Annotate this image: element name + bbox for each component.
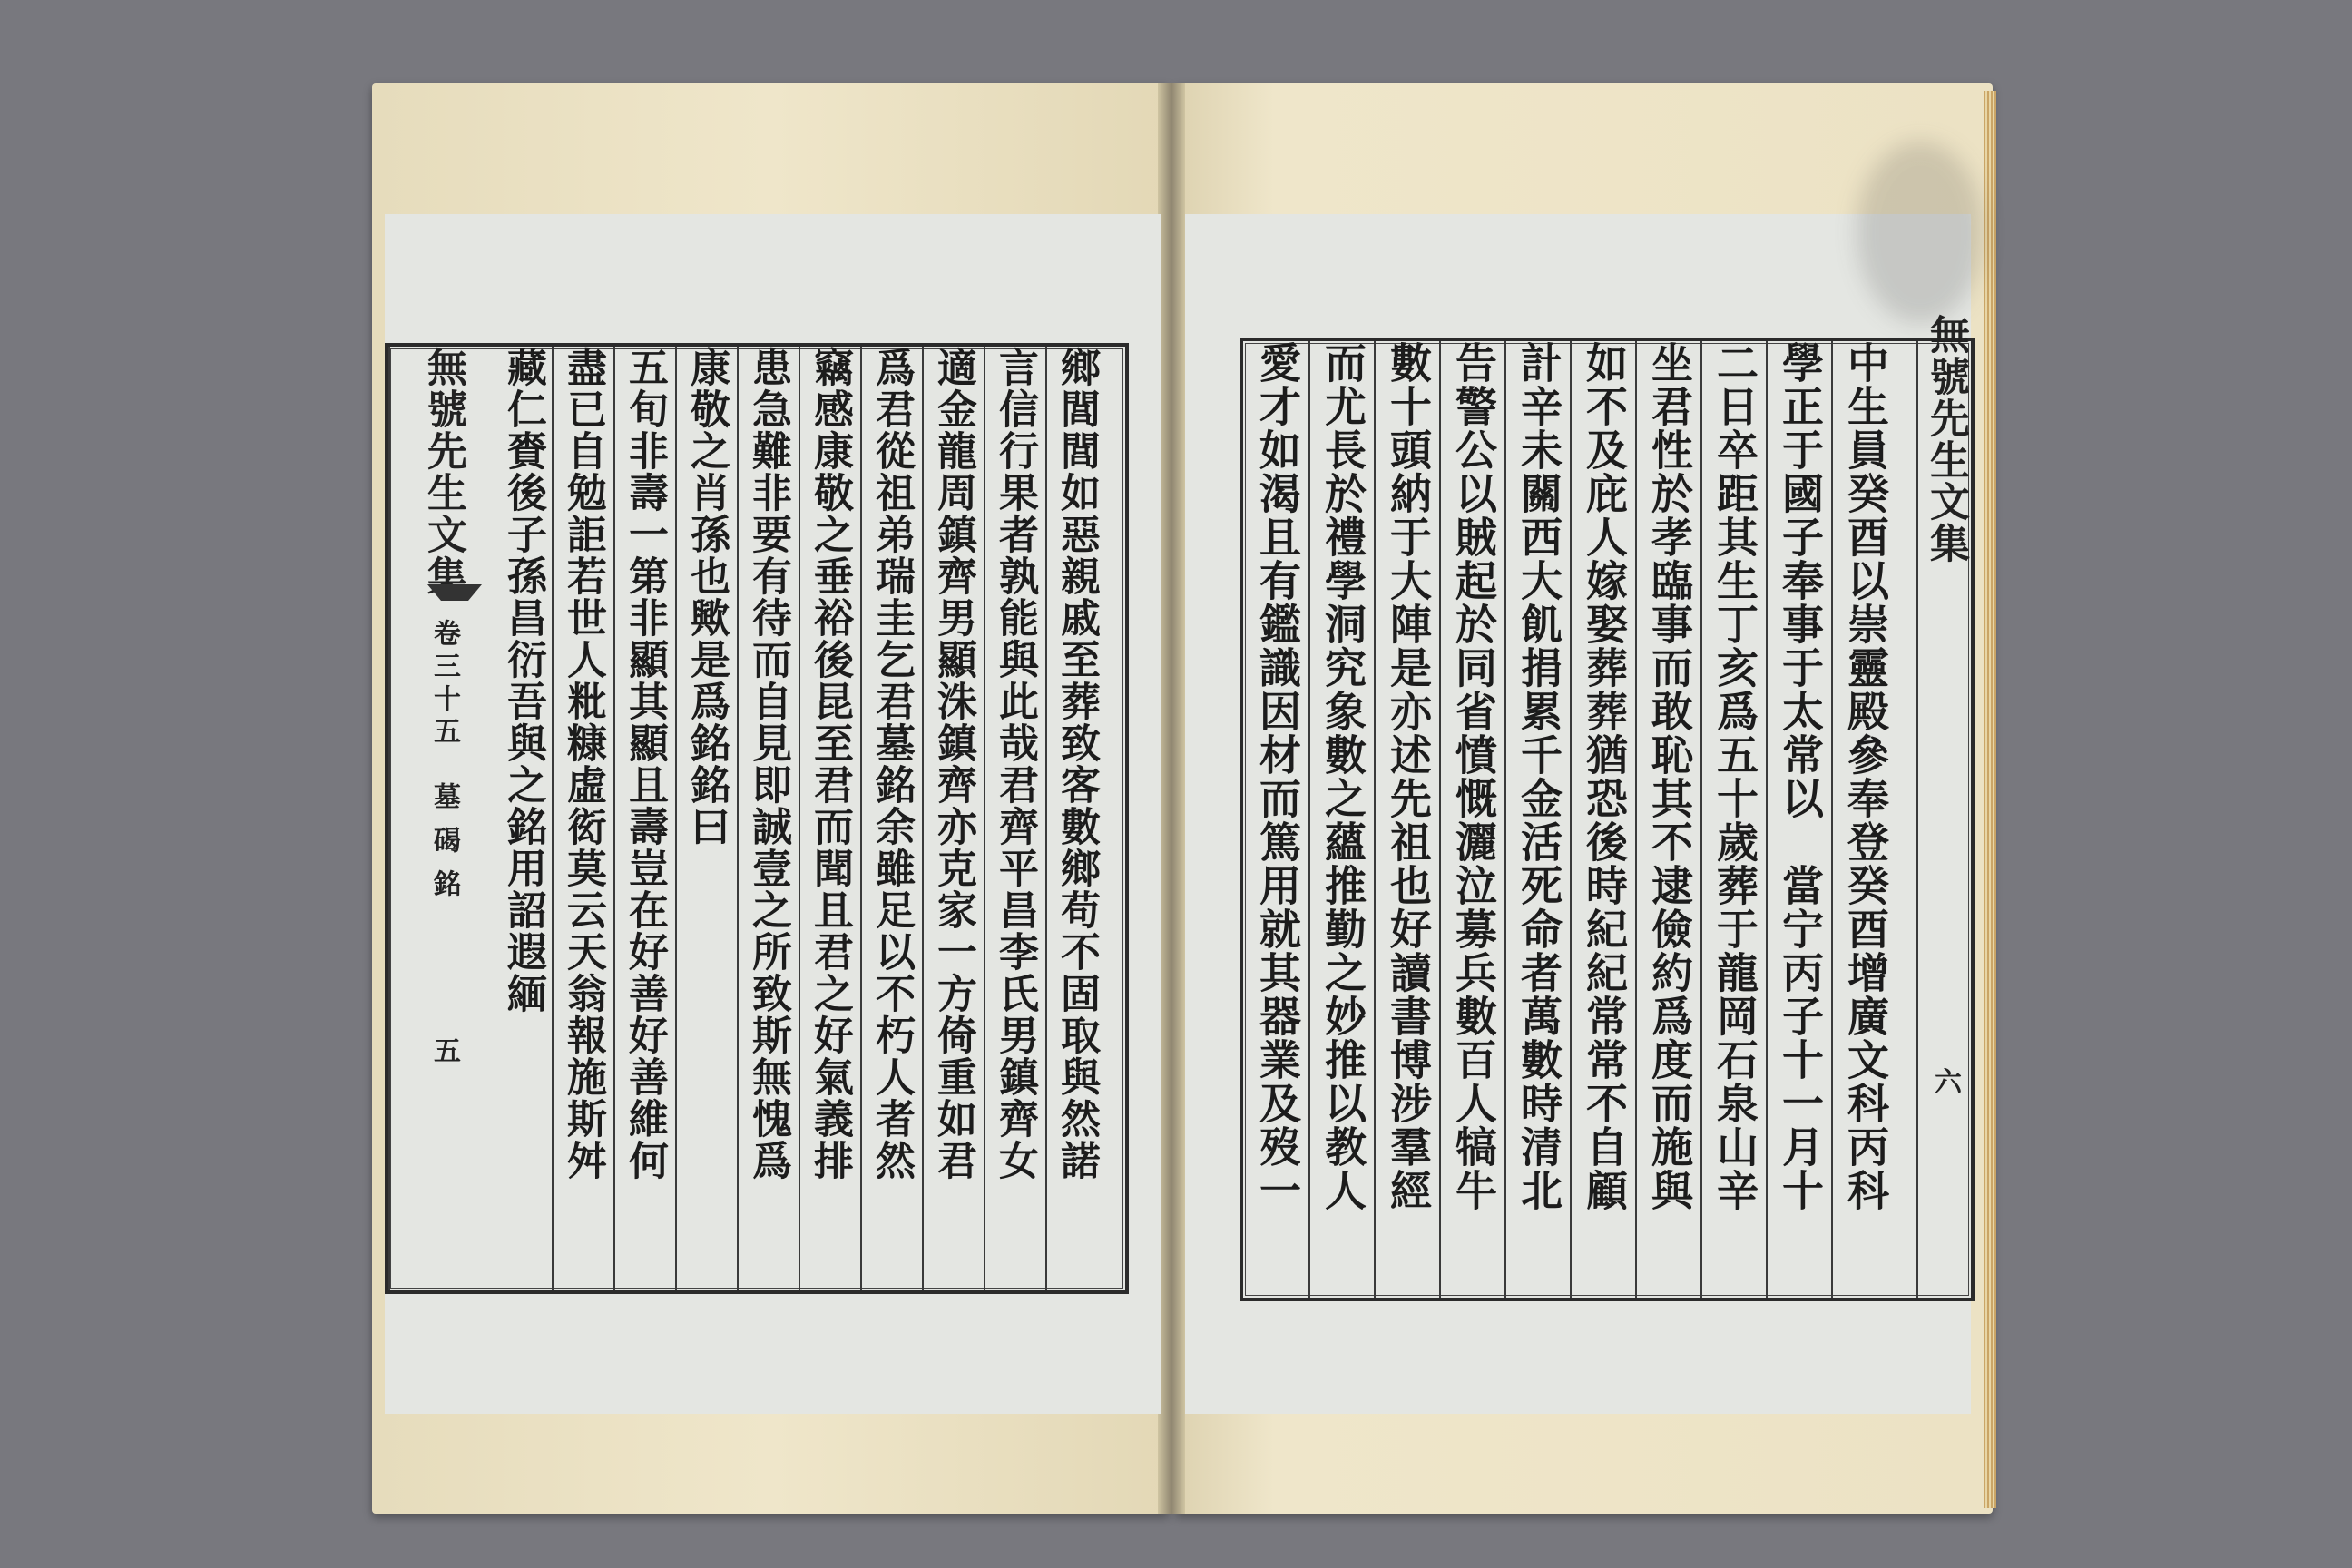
column-rule [1308,341,1310,1298]
text-column: 五旬非壽一第非顯其顯且壽豈在好善好善維何 [622,347,668,1181]
left-fold-column [388,347,492,1290]
fold-volume: 卷三十五 [428,619,460,750]
text-column: 二日卒距其生丁亥爲五十歲葬于龍岡石泉山辛 [1710,341,1759,1212]
text-column: 如不及庇人嫁娶葬葬猶恐後時紀紀常常不自顧 [1580,341,1629,1212]
column-rule [984,347,985,1290]
column-rule [1831,341,1833,1298]
column-rule [1570,341,1572,1298]
text-column: 數十頭納于大陣是亦述先祖也好讀書博涉羣經 [1384,341,1433,1212]
column-rule [1439,341,1441,1298]
column-rule [922,347,924,1290]
column-rule [1374,341,1376,1298]
column-rule [737,347,739,1290]
column-rule [1700,341,1702,1298]
text-column: 鄉閭閭如惡親戚至葬致客數鄉苟不固取與然諾 [1054,347,1100,1181]
column-rule [552,347,554,1290]
column-rule [613,347,615,1290]
book-spine [1158,83,1185,1514]
column-rule [799,347,800,1290]
column-rule [1635,341,1637,1298]
text-column: 爲君從祖弟瑞圭乞君墓銘余雖足以不朽人者然 [868,347,915,1181]
column-rule [860,347,862,1290]
column-rule [1504,341,1506,1298]
text-column: 中生員癸酉以崇靈殿參奉登癸酉增廣文科丙科 [1841,341,1890,1212]
fold-page-number: 六 [1929,1067,1961,1094]
fold-section: 墓碣銘 [428,782,460,913]
right-text-block [1240,314,1975,1301]
text-column: 學正于國子奉事于太常以 當宁丙子十一月十 [1776,341,1825,1212]
text-column: 竊感康敬之垂裕後昆至君而聞且君之好氣義排 [807,347,853,1181]
text-column: 藏仁賚後子孫昌衍吾與之銘用詔遐緬 [500,347,546,1014]
column-rule [1766,341,1768,1298]
text-column: 康敬之肖孫也歟是爲銘銘曰 [683,347,730,848]
text-column: 愛才如渴且有鑑識因材而篤用就其器業及歿一 [1253,341,1302,1212]
page-edges [1984,91,1996,1508]
text-column: 適金龍周鎮齊男顯洙鎮齊亦克家一方倚重如君 [930,347,976,1181]
fold-mark-icon [427,584,482,601]
fold-page-number: 五 [428,1036,460,1063]
fold-title: 無號先生文集 [420,347,466,597]
text-column: 而尤長於禮學洞究象數之蘊推勤之妙推以教人 [1318,341,1367,1212]
column-rule [675,347,677,1290]
text-column: 計辛未關西大飢捐累千金活死命者萬數時清北 [1514,341,1563,1212]
fold-title: 無號先生文集 [1923,314,1969,564]
text-column: 坐君性於孝臨事而敢恥其不逮儉約爲度而施與 [1645,341,1694,1212]
text-column: 患急難非要有待而自見即誠壹之所致斯無愧爲 [745,347,791,1181]
ink-stain [1857,142,1984,323]
right-fold-column [1916,314,1973,1298]
left-text-block [385,343,1129,1294]
text-column: 盡已自勉詎若世人粃糠虛衒莫云天翁報施斯舛 [560,347,606,1181]
column-rule [1045,347,1047,1290]
text-column: 言信行果者孰能與此哉君齊平昌李氏男鎮齊女 [992,347,1038,1181]
text-column: 告警公以賊起於同省憤慨灑泣募兵數百人犒牛 [1449,341,1498,1212]
